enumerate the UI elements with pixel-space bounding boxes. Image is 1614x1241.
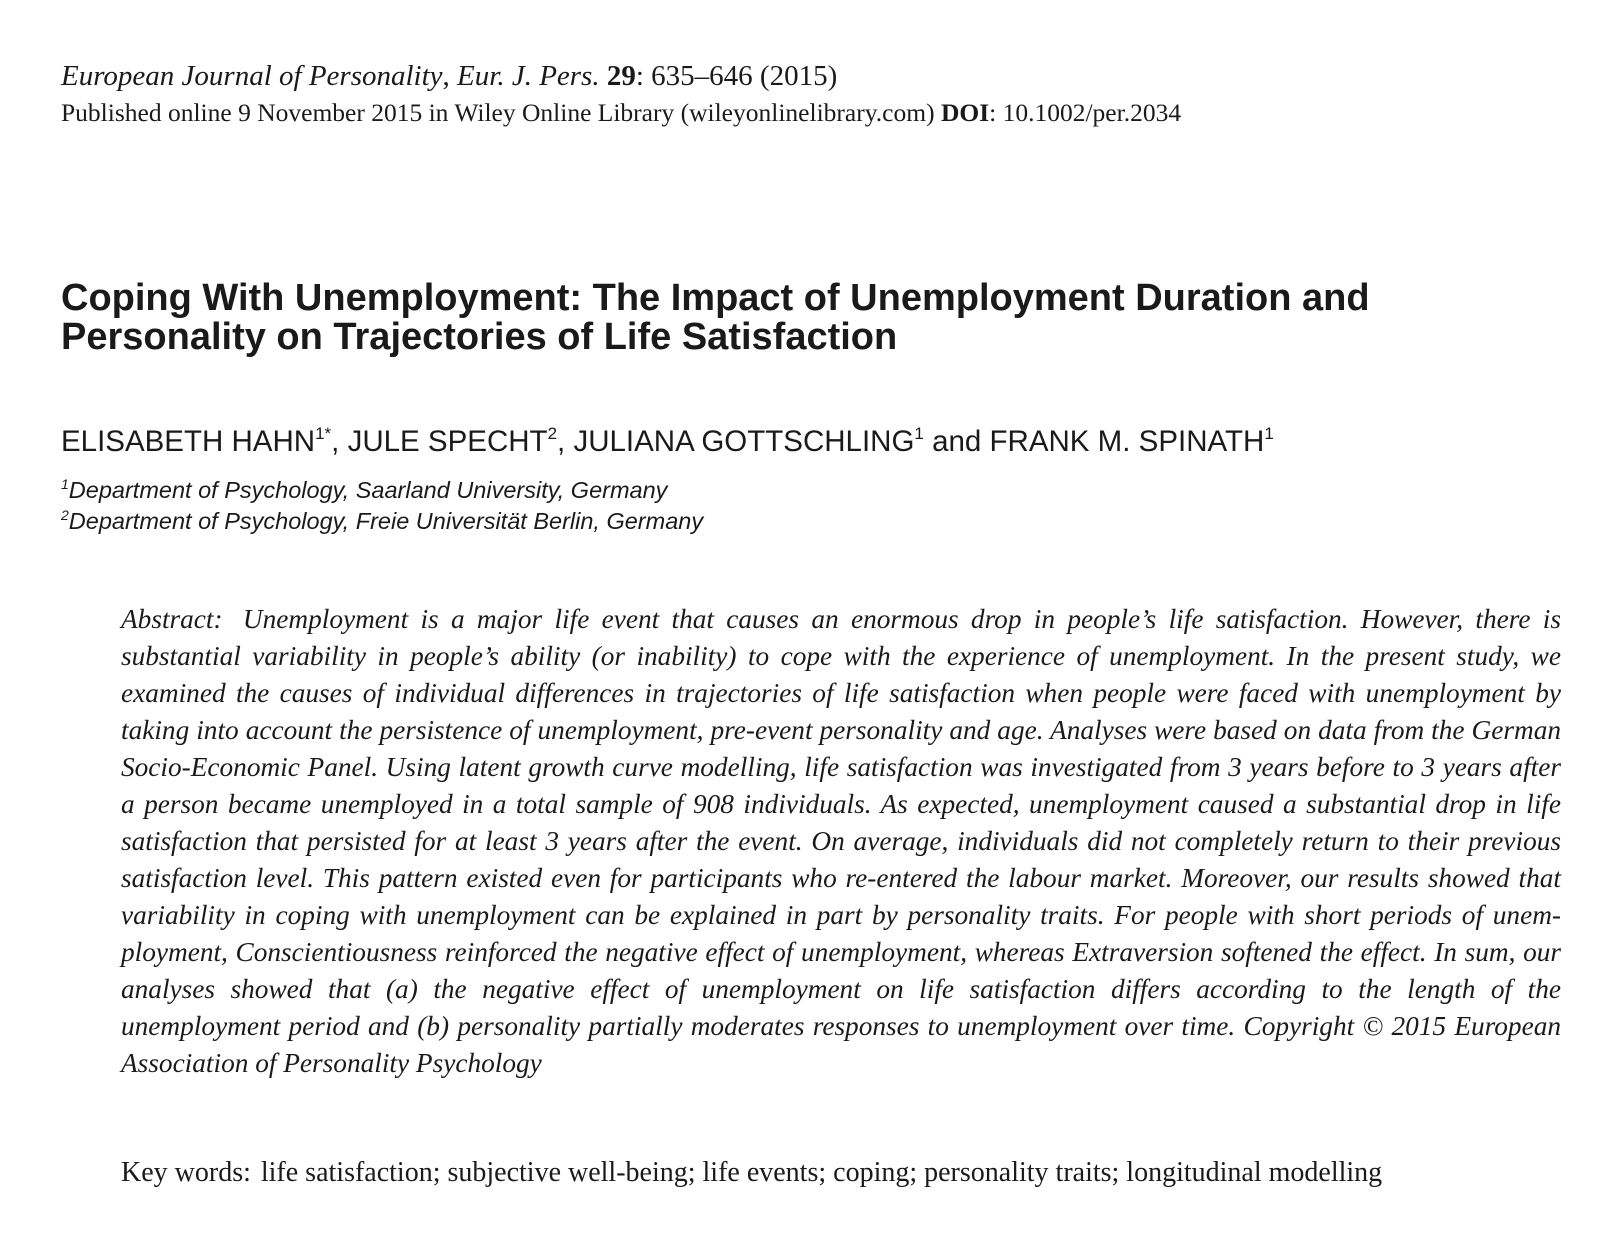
author-list <box>61 424 1274 460</box>
author-separator: , <box>557 425 574 458</box>
abstract <box>121 601 1561 1082</box>
article-title <box>61 279 1561 357</box>
doi-value: : 10.1002/per.2034 <box>989 98 1182 127</box>
author-affil-mark: 2 <box>547 424 558 443</box>
author-affil-mark: 1* <box>315 424 332 443</box>
author-separator: , <box>331 425 348 458</box>
title-line-2: Personality on Trajectories of Life Satisfaction <box>61 316 898 358</box>
affiliation <box>61 475 667 505</box>
affiliation-mark: 1 <box>61 476 69 492</box>
publication-info <box>61 97 1181 129</box>
journal-volume: 29 <box>606 60 636 92</box>
keywords <box>121 1155 1382 1191</box>
keywords-text: life satisfaction; subjective well-being; life events; coping; personality traits; longitudinal modelling <box>260 1157 1383 1188</box>
affiliation-text: Department of Psychology, Saarland University, Germany <box>68 477 668 503</box>
abstract-label: Abstract: <box>121 604 223 634</box>
author-name: JULE SPECHT <box>347 425 548 458</box>
journal-pages-year: : 635–646 (2015) <box>635 60 838 92</box>
author-affil-mark: 1 <box>914 424 924 443</box>
author-name: ELISABETH HAHN <box>61 425 316 458</box>
keywords-label: Key words: <box>121 1157 251 1188</box>
author-name: FRANK M. SPINATH <box>989 425 1265 458</box>
title-line-1: Coping With Unemployment: The Impact of Unemployment Duration and <box>61 277 1370 319</box>
author-affil-mark: 1 <box>1264 424 1274 443</box>
published-online-text: Published online 9 November 2015 in Wiley Online Library (wileyonlinelibrary.com) <box>61 98 935 127</box>
journal-abbrev: Eur. J. Pers. <box>457 60 600 92</box>
author-separator: and <box>923 425 990 458</box>
journal-name: European Journal of Personality <box>61 60 443 92</box>
abstract-text: Unemployment is a major life event that causes an enormous drop in people’s life satisfaction. However, there is substantial variability in people’s ability (or inability) to cope with the experience of unemployment. In the present study, we examined the causes of individual differences in trajectories of life satisfaction when people were faced with unemployment by taking into account the persistence of unemployment, pre-event personality and age. Analyses were based on data from the German Socio-Economic Panel. Using latent growth curve modelling, life satisfaction was investigated from 3 years before to 3 years after a person became unemployed in a total sample of 908 individuals. As expected, unemployment caused a substantial drop in life satisfaction that persisted for at least 3 years after the event. On average, individuals did not completely return to their previous satisfaction level. This pattern existed even for participants who re-entered the labour market. Moreover, our results showed that variability in coping with unemployment can be explained in part by personality traits. For people with short periods of unemployment, Conscientiousness reinforced the negative effect of unemployment, whereas Extraversion softened the effect. In sum, our analyses showed that (a) the negative effect of unemployment on life satisfaction differs according to the length of the unemployment period and (b) personality partially moderates responses to unemployment over time. Copyright © 2015 European Association of Personality Psychology <box>121 604 1561 1078</box>
affiliation <box>61 506 703 536</box>
affiliation-text: Department of Psychology, Freie Universität Berlin, Germany <box>68 508 704 534</box>
doi-label: DOI <box>940 98 990 127</box>
journal-citation: European Journal of Personality, Eur. J. Pers. 29: 635–646 (2015) <box>61 60 838 92</box>
author-name: JULIANA GOTTSCHLING <box>573 425 915 458</box>
affiliation-mark: 2 <box>61 507 69 523</box>
